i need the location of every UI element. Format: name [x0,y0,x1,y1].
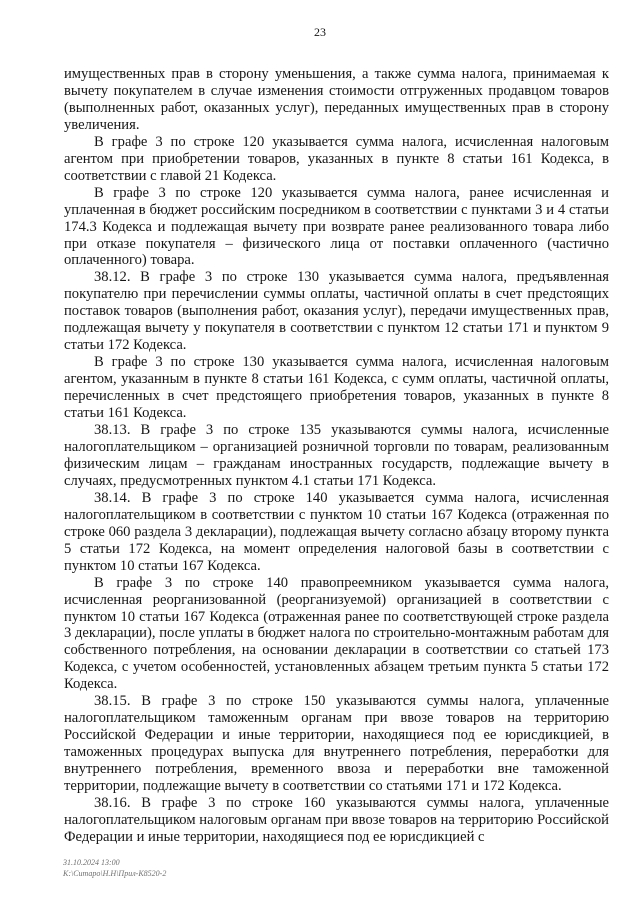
paragraph: 38.13. В графе 3 по строке 135 указываются суммы налога, исчисленные налогоплательщиком – организацией розничной торговли по товарам, реализованным физическим лицам – гражданам иностранных государств, подлежащие вычету в случаях, предусмотренных пунктом 4.1 статьи 171 Кодекса. [64,422,609,489]
document-body [64,66,609,846]
paragraph: 38.15. В графе 3 по строке 150 указываются суммы налога, уплаченные налогоплательщиком таможенным органам при ввозе товаров на территорию Российской Федерации и иные территории, находящиеся под ее юрисдикцией, в таможенных процедурах выпуска для внутреннего потребления, переработки для внутреннего потребления, временного ввоза и переработки вне таможенной территории, подлежащие вычету в соответствии со статьями 171 и 172 Кодекса. [64,693,609,795]
paragraph: 38.14. В графе 3 по строке 140 указывается сумма налога, исчисленная налогоплательщиком в соответствии с пунктом 10 статьи 167 Кодекса (отраженная по строке 060 раздела 3 декларации), подлежащая вычету согласно абзацу второму пункта 5 статьи 172 Кодекса, на момент определения налоговой базы в соответствии с пунктом 10 статьи 167 Кодекса. [64,489,609,574]
page-number: 23 [314,25,326,39]
footer-timestamp: 31.10.2024 13:00 [63,858,120,867]
paragraph: имущественных прав в сторону уменьшения, а также сумма налога, принимаемая к вычету покупателем в случае изменения стоимости отгруженных продавцом товаров (выполненных работ, оказанных услуг), переданных имущественных прав в сторону увеличения. [64,66,609,133]
paragraph: В графе 3 по строке 130 указывается сумма налога, исчисленная налоговым агентом, указанным в пункте 8 статьи 161 Кодекса, с сумм оплаты, частичной оплаты, перечисленных в счет предстоящего приобретения товаров, указанных в пункте 8 статьи 161 Кодекса. [64,354,609,422]
paragraph: В графе 3 по строке 120 указывается сумма налога, исчисленная налоговым агентом при приобретении товаров, указанных в пункте 8 статьи 161 Кодекса, в соответствии с главой 21 Кодекса. [64,133,609,184]
paragraph: 38.12. В графе 3 по строке 130 указывается сумма налога, предъявленная покупателю при перечислении суммы оплаты, частичной оплаты в счет предстоящих поставок товаров (выполнения работ, оказания услуг), передачи имущественных прав, подлежащая вычету у покупателя в соответствии с пунктом 12 статьи 171 и пунктом 9 статьи 172 Кодекса. [64,269,609,354]
footer-file-path: К:\Ситаро\Н.Н\Прил-К8520-2 [63,869,167,878]
document-footer [63,857,166,879]
paragraph: В графе 3 по строке 120 указывается сумма налога, ранее исчисленная и уплаченная в бюджет российским посредником в соответствии с пунктами 3 и 4 статьи 174.3 Кодекса и подлежащая вычету при возврате ранее реализованного товара либо при отказе покупателя – физического лица от поставки оплаченного (частично оплаченного) товара. [64,184,609,269]
paragraph: В графе 3 по строке 140 правопреемником указывается сумма налога, исчисленная реорганизованной (реорганизуемой) организацией в соответствии с пунктом 10 статьи 167 Кодекса (отраженная ранее по соответствующей строке раздела 3 декларации), после уплаты в бюджет налога по строительно-монтажным работам для собственного потребления, на основании декларации в соответствии со статьей 173 Кодекса, с учетом особенностей, установленных абзацем третьим пункта 5 статьи 172 Кодекса. [64,574,609,693]
paragraph: 38.16. В графе 3 по строке 160 указываются суммы налога, уплаченные налогоплательщиком налоговым органам при ввозе товаров на территорию Российской Федерации и иные территории, находящиеся под ее юрисдикцией с [64,794,609,845]
